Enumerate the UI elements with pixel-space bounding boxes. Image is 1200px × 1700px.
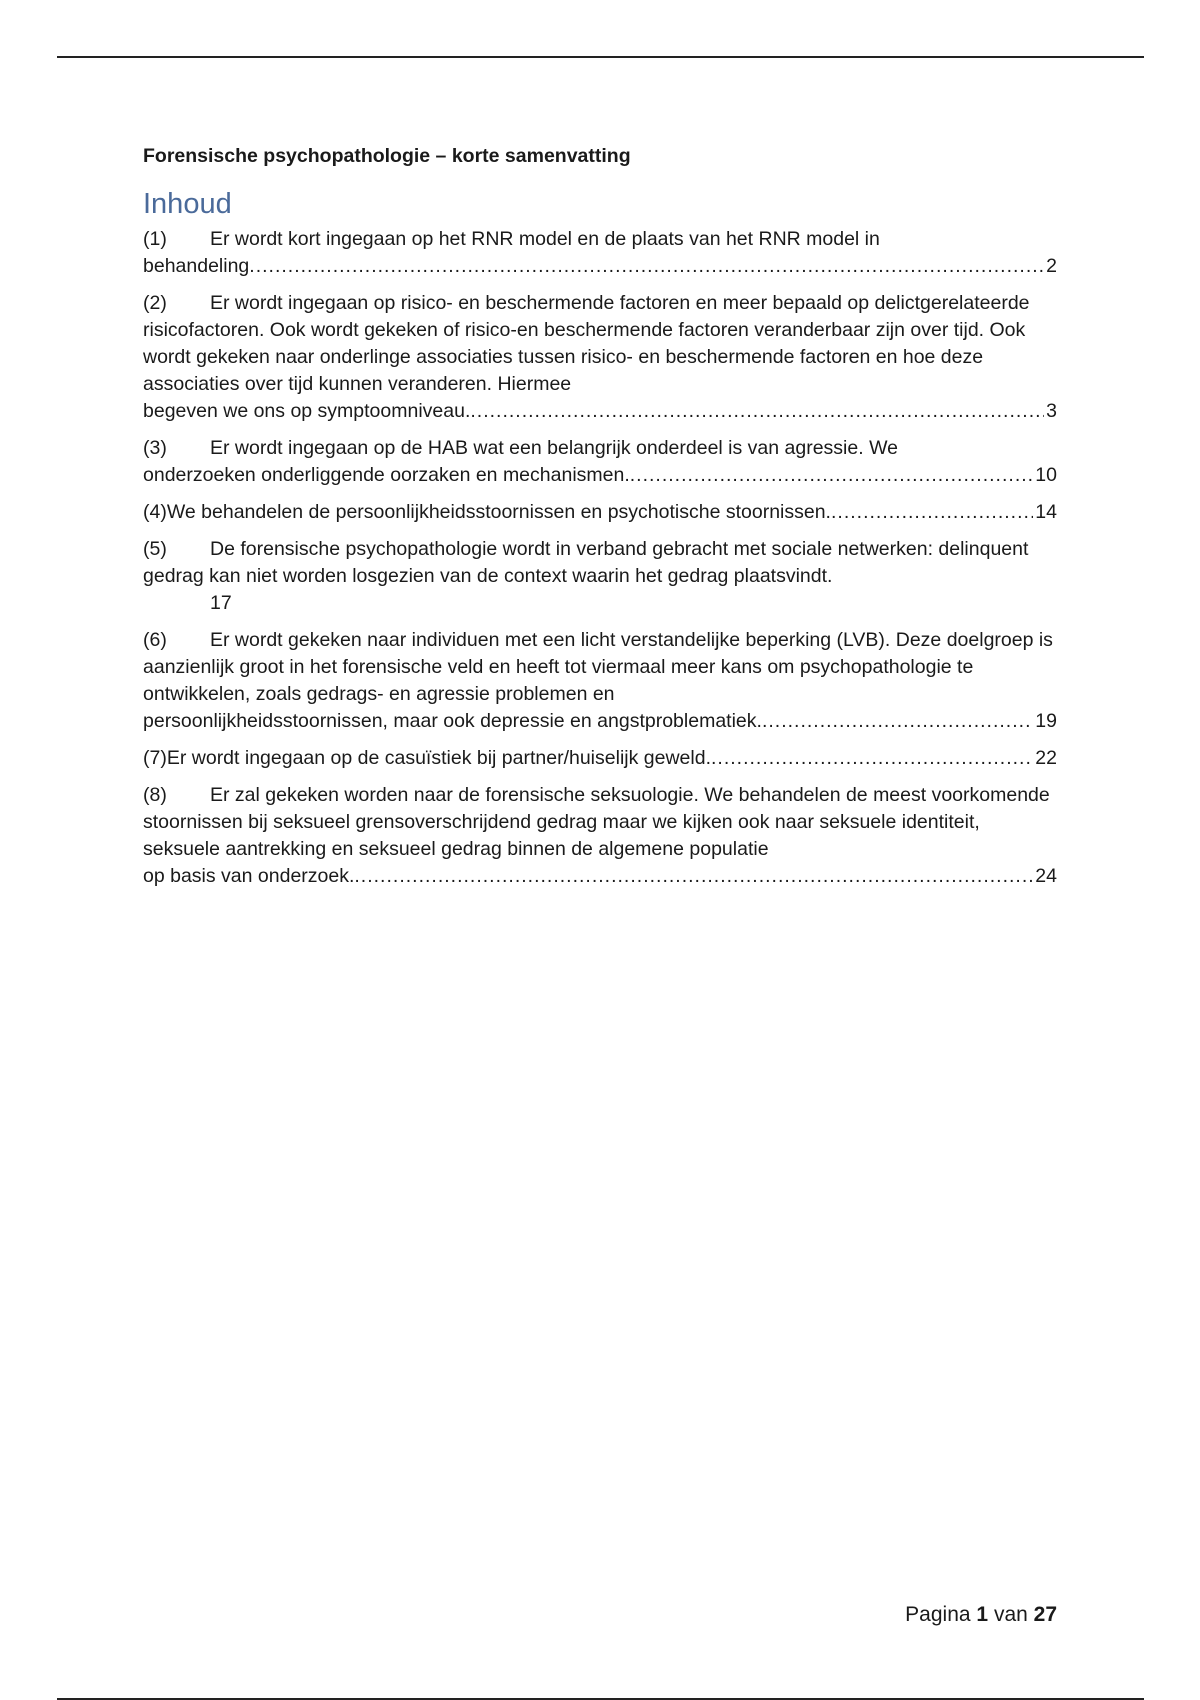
toc-page-number: 2 — [1046, 255, 1057, 277]
toc-text-end: We behandelen de persoonlijkheidsstoornissen en psychotische stoornissen. — [166, 501, 831, 523]
toc-page-number: 19 — [1035, 710, 1057, 732]
document-title: Forensische psychopathologie – korte samenvatting — [143, 145, 631, 167]
toc-entry-8[interactable] — [143, 782, 1057, 890]
toc-leader — [354, 863, 1033, 890]
toc-text-end: persoonlijkheidsstoornissen, maar ook depressie en angstproblematiek. — [143, 710, 762, 732]
toc-number: (6) — [143, 629, 167, 651]
toc-number: (2) — [143, 292, 167, 314]
toc-text: Er wordt kort ingegaan op het RNR model en de plaats van het RNR model in — [210, 228, 880, 250]
toc-entry-2[interactable] — [143, 290, 1057, 425]
toc-entry-4[interactable] — [143, 499, 1057, 526]
toc-number: (4) — [143, 501, 167, 523]
toc-page-number: 14 — [1035, 501, 1057, 523]
toc-page-number: 10 — [1035, 464, 1057, 486]
toc-text: Er wordt ingegaan op risico- en beschermende factoren en meer bepaald op delictgerelateerde risicofactoren. Ook wordt gekeken of risico-en beschermende factoren veranderbaar zijn over tijd. Ook wordt gekeken naar onderlinge associaties tussen risico- en beschermende factoren en hoe deze associaties over tijd kunnen veranderen. Hiermee — [143, 292, 1030, 395]
toc-page-number: 17 — [210, 592, 232, 614]
toc-leader — [630, 462, 1034, 489]
toc-leader — [762, 708, 1033, 735]
toc-text: Er zal gekeken worden naar de forensische seksuologie. We behandelen de meest voorkomende stoornissen bij seksueel grensoverschrijdend gedrag maar we kijken ook naar seksuele identiteit, seksuele aantrekking en seksueel gedrag binnen de algemene populatie — [143, 784, 1050, 860]
toc-text-end: begeven we ons op symptoomniveau. — [143, 400, 471, 422]
toc-leader — [831, 499, 1033, 526]
page-footer — [905, 1601, 1057, 1629]
toc-entry-6[interactable] — [143, 627, 1057, 735]
toc-leader — [711, 745, 1033, 772]
header-rule — [57, 56, 1144, 58]
toc-page-number: 3 — [1046, 400, 1057, 422]
toc-number: (1) — [143, 228, 167, 250]
toc-page-number: 22 — [1035, 747, 1057, 769]
page-content — [143, 143, 1057, 900]
toc-leader — [470, 398, 1044, 425]
toc-entry-5[interactable] — [143, 536, 1057, 617]
toc-heading: Inhoud — [143, 188, 232, 220]
toc-entry-1[interactable] — [143, 226, 1057, 280]
table-of-contents — [143, 226, 1057, 890]
toc-text-end: op basis van onderzoek. — [143, 865, 355, 887]
footer-of: van — [993, 1603, 1028, 1626]
toc-page-number: 24 — [1035, 865, 1057, 887]
footer-prefix: Pagina — [905, 1603, 971, 1626]
toc-text: Er wordt gekeken naar individuen met een licht verstandelijke beperking (LVB). Deze doelgroep is aanzienlijk groot in het forensische veld en heeft tot viermaal meer kans om psychopathologie te ontwikkelen, zoals gedrags- en agressie problemen en — [143, 629, 1053, 705]
toc-leader — [249, 253, 1044, 280]
toc-number: (5) — [143, 538, 167, 560]
toc-text-end: behandeling — [143, 255, 250, 277]
toc-number: (3) — [143, 437, 167, 459]
toc-text: De forensische psychopathologie wordt in verband gebracht met sociale netwerken: delinquent gedrag kan niet worden losgezien van de context waarin het gedrag plaatsvindt. — [143, 538, 1029, 587]
toc-text-end: Er wordt ingegaan op de casuïstiek bij partner/huiselijk geweld. — [166, 747, 711, 769]
toc-number: (7) — [143, 747, 167, 769]
footer-total-pages: 27 — [1033, 1603, 1057, 1626]
toc-entry-3[interactable] — [143, 435, 1057, 489]
toc-entry-7[interactable] — [143, 745, 1057, 772]
toc-number: (8) — [143, 784, 167, 806]
toc-text: Er wordt ingegaan op de HAB wat een belangrijk onderdeel is van agressie. We — [210, 437, 898, 459]
footer-current-page: 1 — [976, 1603, 989, 1626]
toc-text-end: onderzoeken onderliggende oorzaken en mechanismen. — [143, 464, 630, 486]
